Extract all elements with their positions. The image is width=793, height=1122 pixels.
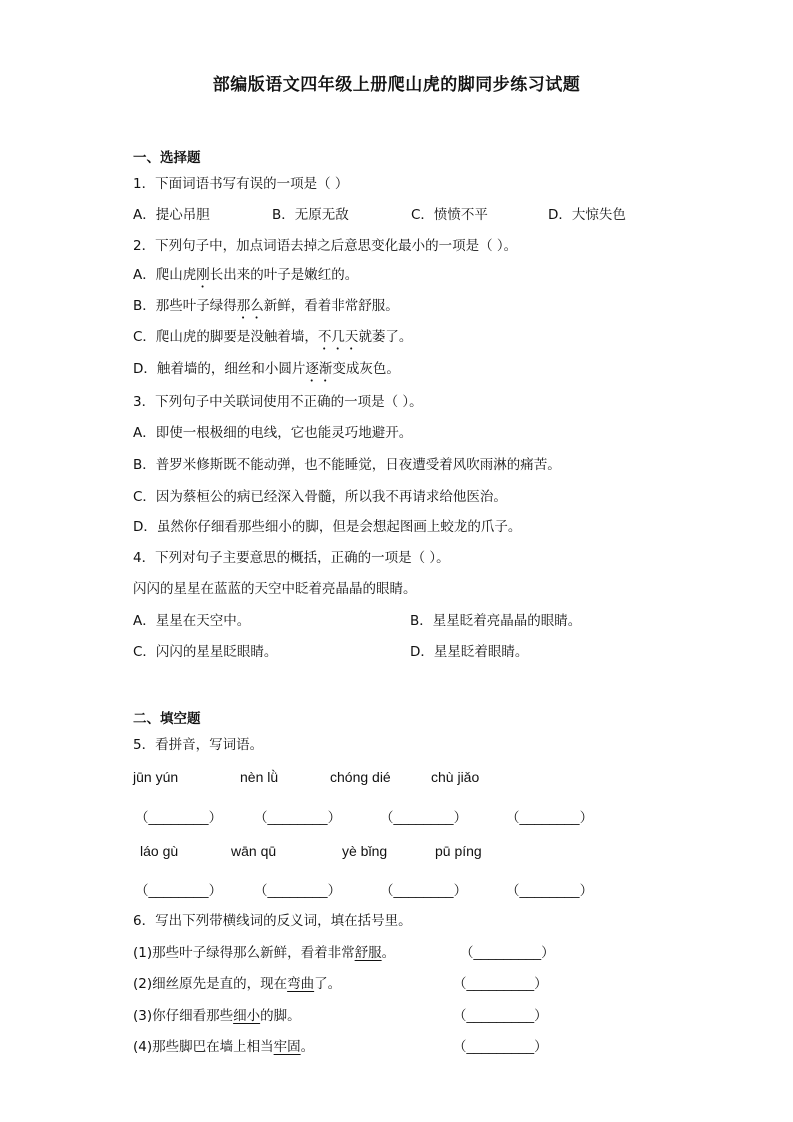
q6-item-2: (2)细丝原先是直的，现在弯曲了。 bbox=[133, 976, 342, 992]
pinyin: láo gù bbox=[140, 843, 179, 859]
q6-item-4: (4)那些脚巴在墙上相当牢固。 bbox=[133, 1039, 315, 1055]
page-title: 部编版语文四年级上册爬山虎的脚同步练习试题 bbox=[212, 75, 581, 95]
underlined-word: 弯曲 bbox=[287, 976, 315, 992]
question-4-stem: 4．下列对句子主要意思的概括，正确的一项是（ ）。 bbox=[133, 550, 450, 566]
question-5-stem: 5．看拼音，写词语。 bbox=[133, 737, 264, 753]
emphasis-word: 刚 bbox=[196, 267, 210, 283]
pinyin: jūn yún bbox=[133, 769, 179, 785]
q1-option-a: A．提心吊胆 bbox=[133, 207, 210, 223]
q1-option-c: C．愤愤不平 bbox=[411, 207, 488, 223]
question-1-stem: 1．下面词语书写有误的一项是（ ） bbox=[133, 176, 349, 192]
underlined-word: 细小 bbox=[233, 1008, 261, 1024]
answer-blank[interactable]: （________） bbox=[135, 883, 223, 898]
q3-option-d: D．虽然你仔细看那些细小的脚，但是会想起图画上蛟龙的爪子。 bbox=[133, 519, 522, 535]
underlined-word: 牢固 bbox=[273, 1039, 301, 1055]
question-2-stem: 2．下列句子中，加点词语去掉之后意思变化最小的一项是（ ）。 bbox=[133, 238, 518, 254]
answer-blank[interactable]: （________） bbox=[380, 810, 468, 825]
q2-option-d: D．触着墙的，细丝和小圆片逐渐变成灰色。 bbox=[133, 361, 400, 377]
q2-option-c: C．爬山虎的脚要是没触着墙，不几天就萎了。 bbox=[133, 329, 413, 345]
q1-option-b: B．无原无敌 bbox=[272, 207, 349, 223]
q4-option-c: C．闪闪的星星眨眼睛。 bbox=[133, 644, 278, 660]
q3-option-c: C．因为蔡桓公的病已经深入骨髓，所以我不再请求给他医治。 bbox=[133, 489, 507, 505]
question-6-stem: 6．写出下列带横线词的反义词，填在括号里。 bbox=[133, 913, 412, 929]
q2-option-b: B．那些叶子绿得那么新鲜，看着非常舒服。 bbox=[133, 298, 399, 314]
answer-blank[interactable]: （________） bbox=[506, 883, 594, 898]
q4-option-a: A．星星在天空中。 bbox=[133, 613, 251, 629]
section-heading-choice: 一、选择题 bbox=[133, 150, 201, 166]
q3-option-b: B．普罗米修斯既不能动弹，也不能睡觉，日夜遭受着风吹雨淋的痛苦。 bbox=[133, 457, 561, 473]
pinyin: chóng dié bbox=[330, 769, 391, 785]
answer-blank[interactable]: （_________） bbox=[460, 945, 555, 960]
pinyin: yè bǐng bbox=[342, 843, 388, 859]
answer-blank[interactable]: （________） bbox=[380, 883, 468, 898]
q6-item-1: (1)那些叶子绿得那么新鲜，看着非常舒服。 bbox=[133, 945, 396, 961]
q4-option-b: B．星星眨着亮晶晶的眼睛。 bbox=[410, 613, 582, 629]
q2-option-a: A．爬山虎刚长出来的叶子是嫩红的。 bbox=[133, 267, 359, 283]
q4-option-d: D．星星眨着眼睛。 bbox=[410, 644, 529, 660]
section-heading-fill: 二、填空题 bbox=[133, 711, 201, 727]
emphasis-word: 不几天 bbox=[317, 329, 359, 345]
q1-option-d: D．大惊失色 bbox=[548, 207, 626, 223]
pinyin: pū píng bbox=[435, 843, 482, 859]
pinyin: chù jiǎo bbox=[431, 769, 480, 785]
underlined-word: 舒服 bbox=[354, 945, 382, 961]
q3-option-a: A．即使一根极细的电线，它也能灵巧地避开。 bbox=[133, 425, 413, 441]
answer-blank[interactable]: （_________） bbox=[453, 1039, 548, 1054]
pinyin: nèn lǜ bbox=[240, 769, 279, 785]
answer-blank[interactable]: （________） bbox=[254, 810, 342, 825]
q6-item-3: (3)你仔细看那些细小的脚。 bbox=[133, 1008, 301, 1024]
answer-blank[interactable]: （_________） bbox=[453, 1008, 548, 1023]
emphasis-word: 逐渐 bbox=[305, 361, 333, 377]
question-3-stem: 3．下列句子中关联词使用不正确的一项是（ ）。 bbox=[133, 394, 423, 410]
emphasis-word: 那么 bbox=[236, 298, 264, 314]
answer-blank[interactable]: （________） bbox=[135, 810, 223, 825]
pinyin: wān qū bbox=[231, 843, 277, 859]
answer-blank[interactable]: （________） bbox=[506, 810, 594, 825]
answer-blank[interactable]: （_________） bbox=[453, 976, 548, 991]
answer-blank[interactable]: （________） bbox=[254, 883, 342, 898]
q4-sentence: 闪闪的星星在蓝蓝的天空中眨着亮晶晶的眼睛。 bbox=[133, 581, 417, 597]
